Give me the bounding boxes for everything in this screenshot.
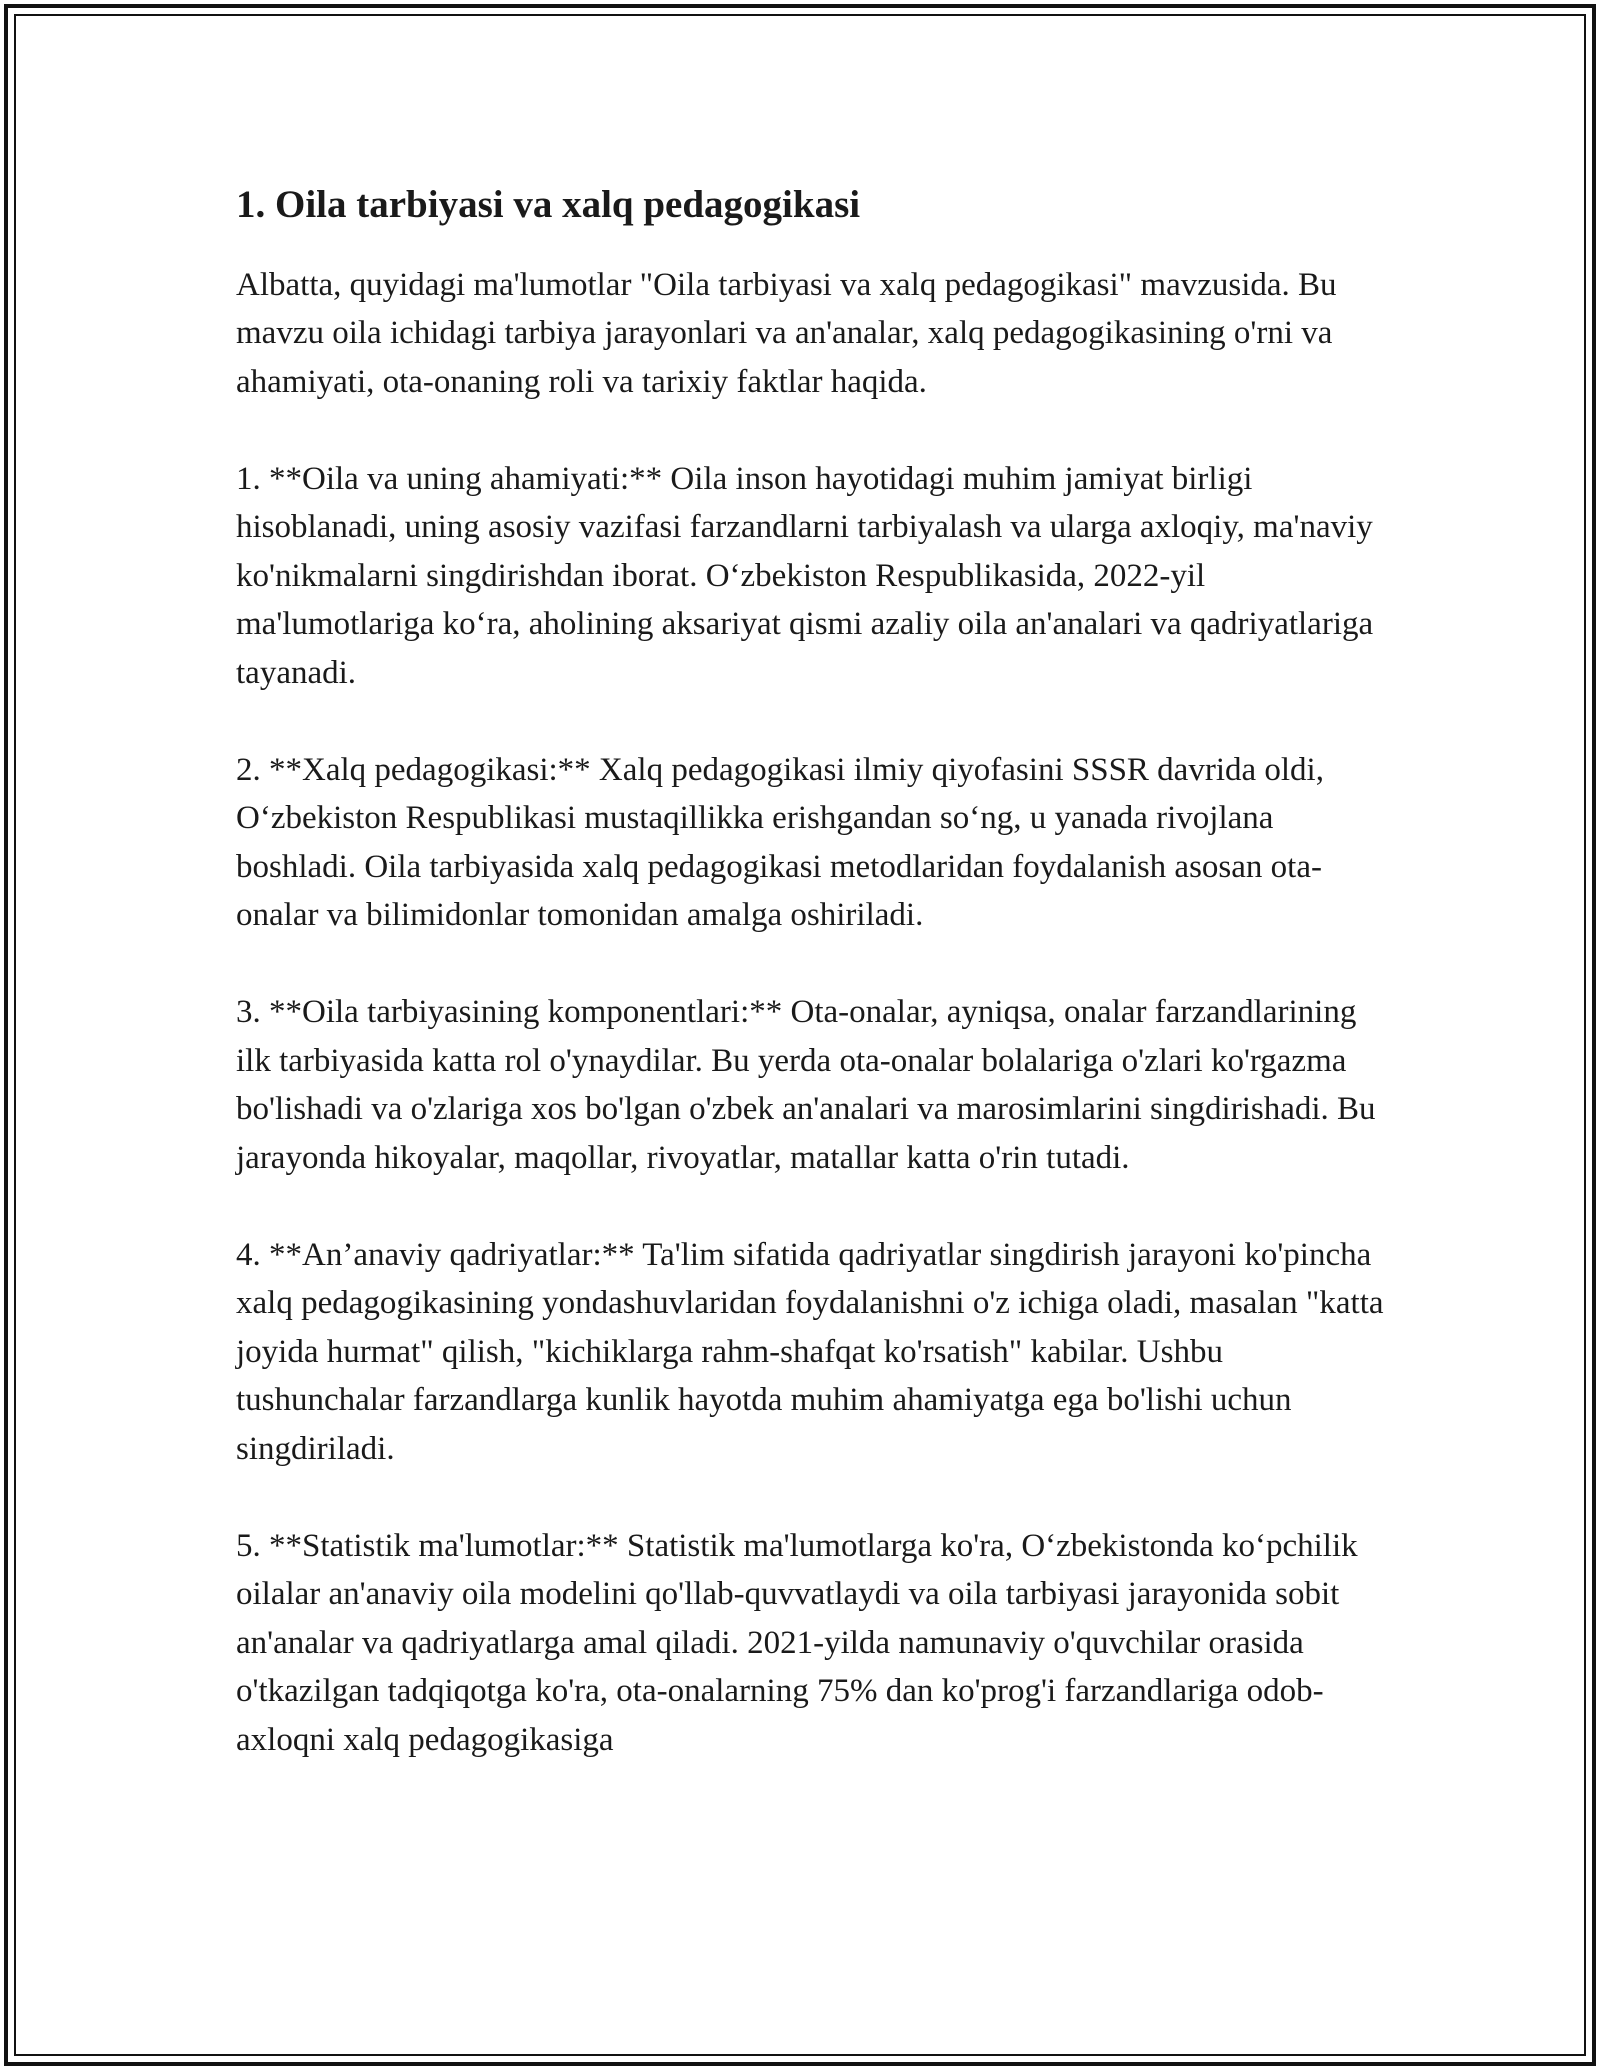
- paragraph-oila-komponentlari: 3. **Oila tarbiyasining komponentlari:** Ota-onalar, ayniqsa, onalar farzandlarining ilk tarbiyasida katta rol o'ynaydilar. Bu yerda ota-onalar bolalariga o'zlari ko'rgazma bo'lishadi va o'zlariga xos bo'lgan o'zbek an'analari va marosimlarini singdirishadi. Bu jarayonda hikoyalar, maqollar, rivoyatlar, matallar katta o'rin tutadi.: [236, 994, 1376, 1176]
- document-body: [236, 180, 1386, 1764]
- document-title: 1. Oila tarbiyasi va xalq pedagogikasi: [236, 183, 861, 226]
- paragraph-oila-ahamiyati: 1. **Oila va uning ahamiyati:** Oila inson hayotidagi muhim jamiyat birligi hisoblanadi, uning asosiy vazifasi farzandlarni tarbiyalash va ularga axloqiy, ma'naviy ko'nikmalarni singdirishdan iborat. O‘zbekiston Respublikasida, 2022-yil ma'lumotlariga ko‘ra, aholining aksariyat qismi azaliy oila an'analari va qadriyatlariga tayanadi.: [236, 460, 1374, 691]
- paragraph-xalq-pedagogikasi: 2. **Xalq pedagogikasi:** Xalq pedagogikasi ilmiy qiyofasini SSSR davrida oldi, O‘zbekiston Respublikasi mustaqillikka erishgandan so‘ng, u yanada rivojlana boshladi. Oila tarbiyasida xalq pedagogikasi metodlaridan foydalanish asosan ota-onalar va bilimidonlar tomonidan amalga oshiriladi.: [236, 751, 1324, 934]
- paragraph-statistik-malumotlar: 5. **Statistik ma'lumotlar:** Statistik ma'lumotlarga ko'ra, O‘zbekistonda ko‘pchilik oilalar an'anaviy oila modelini qo'llab-quvvatlaydi va oila tarbiyasi jarayonida sobit an'analar va qadriyatlarga amal qiladi. 2021-yilda namunaviy o'quvchilar orasida o'tkazilgan tadqiqotga ko'ra, ota-onalarning 75% dan ko'prog'i farzandlariga odob-axloqni xalq pedagogikasiga: [236, 1527, 1358, 1758]
- paragraph-ananaviy-qadriyatlar: 4. **An’anaviy qadriyatlar:** Ta'lim sifatida qadriyatlar singdirish jarayoni ko'pincha xalq pedagogikasining yondashuvlaridan foydalanishni o'z ichiga oladi, masalan "katta joyida hurmat" qilish, "kichiklarga rahm-shafqat ko'rsatish" kabilar. Ushbu tushunchalar farzandlarga kunlik hayotda muhim ahamiyatga ega bo'lishi uchun singdiriladi.: [236, 1236, 1384, 1467]
- intro-paragraph: Albatta, quyidagi ma'lumotlar "Oila tarbiyasi va xalq pedagogikasi" mavzusida. Bu mavzu oila ichidagi tarbiya jarayonlari va an'analar, xalq pedagogikasining o'rni va ahamiyati, ota-onaning roli va tarixiy faktlar haqida.: [236, 266, 1337, 400]
